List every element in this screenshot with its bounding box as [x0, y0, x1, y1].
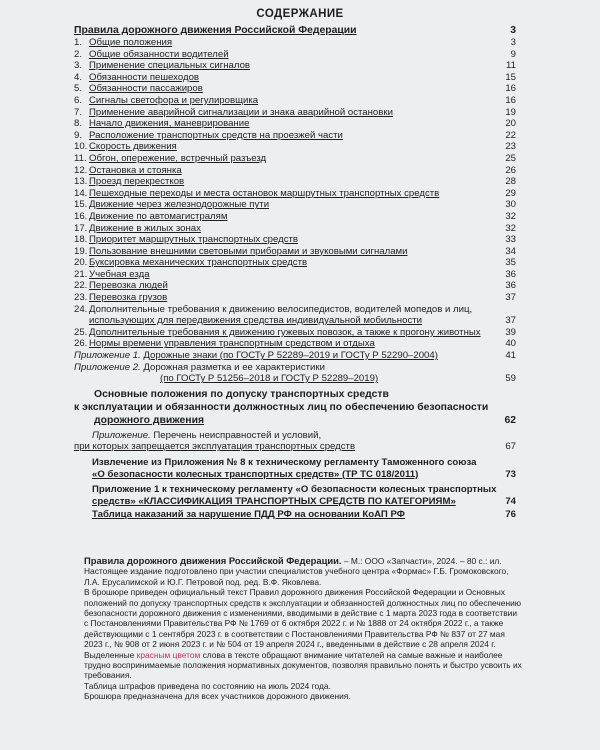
- toc-section-number: 15.: [74, 199, 88, 211]
- toc-row: [74, 188, 516, 200]
- toc-section-list: [74, 37, 516, 304]
- toc-section-title: Обязанности пассажиров: [89, 83, 203, 95]
- toc-section-title: Расположение транспортных средств на проезжей части: [89, 129, 343, 141]
- toc-section-number: 16.: [74, 210, 88, 222]
- toc-page-number: 15: [505, 71, 516, 83]
- toc-page-number: 3: [510, 25, 516, 36]
- toc-main-title: Правила дорожного движения Российской Федерации: [74, 25, 357, 36]
- toc-row: [74, 49, 516, 61]
- toc-page-number: 19: [505, 106, 516, 118]
- toc-page-number: 9: [510, 48, 516, 60]
- toc-page-number: 74: [505, 495, 516, 507]
- toc-page-number: 67: [505, 441, 516, 453]
- toc-section-number: 4.: [74, 71, 83, 83]
- toc-row: [74, 165, 516, 177]
- toc-section-title: Приоритет маршрутных транспортных средств: [89, 234, 299, 246]
- toc-page-number: 29: [505, 187, 516, 199]
- toc-row: [74, 234, 516, 246]
- toc-section-title: Пешеходные переходы и места остановок маршрутных транспортных средств: [89, 187, 440, 199]
- toc-page-number: 23: [505, 141, 516, 153]
- toc-page-number: 26: [505, 164, 516, 176]
- toc-page-number: 32: [505, 210, 516, 222]
- toc-section-title: Учебная езда: [89, 268, 150, 280]
- toc-page-number: 16: [505, 83, 516, 95]
- toc-section-title: Движение в жилых зонах: [89, 222, 201, 234]
- toc-row: [74, 153, 516, 165]
- toc-page-number: 32: [505, 222, 516, 234]
- toc-section-title: Сигналы светофора и регулировщика: [89, 94, 259, 106]
- toc-page-number: 16: [505, 94, 516, 106]
- notes-paragraph-highlight: Выделенные красным цветом слова в тексте обращают внимание читателей на самые важные и наиболее трудно воспринимаемые положения нормативных документов, позволяя правильно понять и быстро усвоить их требования.: [84, 649, 522, 681]
- toc-page-number: 30: [505, 199, 516, 211]
- toc-section-number: 20.: [74, 257, 88, 269]
- toc-section-number: 8.: [74, 118, 83, 130]
- toc-row: [74, 176, 516, 188]
- toc-section-title: Движение через железнодорожные пути: [89, 199, 270, 211]
- toc-row: [74, 107, 516, 119]
- toc-row: [74, 257, 516, 269]
- toc-row: [74, 269, 516, 281]
- notes-paragraph-description: В брошюре приведен официальный текст Правил дорожного движения Российской Федерации и Основных положений по допуску транспортных средств к эксплуатации и обязанностей должностных лиц по обеспечению безопасности дорожного движения с изменениями, вводимыми в действие с 1 марта 2023 года в соответствии с Постановлениями Правительства РФ № 1769 от 6 октября 2022 г. и № 1888 от 24 октября 2022 г., а также действующими с 1 сентября 2023 г. в соответствии с Постановлениями Правительства РФ № 837 от 27 мая 2023 г., № 908 от 2 июня 2023 г. и № 504 от 19 апреля 2024 г., введенными в действие с 28 апреля 2024 г.: [84, 587, 522, 650]
- toc-section-title: Проезд перекрестков: [89, 176, 185, 188]
- toc-row-appendix-1: Приложение 1. Дорожные знаки (по ГОСТу Р 52289–2019 и ГОСТу Р 52290–2004) 41: [74, 350, 516, 362]
- toc-row-classification: Приложение 1 к техническому регламенту «О безопасности колесных транспортных средств» «КЛАССИФИКАЦИЯ ТРАНСПОРТНЫХ СРЕДСТВ ПО КАТЕГОРИЯМ» 74: [92, 484, 516, 507]
- toc-page-number: 62: [504, 414, 516, 426]
- toc-row: [74, 292, 516, 304]
- toc-section-title: Буксировка механических транспортных средств: [89, 257, 308, 269]
- toc-row: [74, 95, 516, 107]
- toc-section-number: 11.: [74, 152, 87, 164]
- toc-row: [74, 37, 516, 49]
- toc-row: [74, 130, 516, 142]
- toc-section-title: Общие положения: [89, 37, 173, 48]
- toc-section-title: Остановка и стоянка: [89, 164, 182, 176]
- toc-section-title: Применение аварийной сигнализации и знака аварийной остановки: [89, 106, 393, 118]
- toc-section-number: 17.: [74, 222, 88, 234]
- toc-page-number: 34: [505, 245, 516, 257]
- red-highlight-text: красным цветом: [136, 649, 201, 660]
- toc-section-title: Обязанности пешеходов: [89, 71, 200, 83]
- toc-page-number: 76: [505, 509, 516, 521]
- toc-section-number: 10.: [74, 141, 88, 153]
- toc-row: [74, 60, 516, 72]
- toc-row: [74, 72, 516, 84]
- toc-page-number: 35: [505, 257, 516, 269]
- toc-row-basic-provisions: Основные положения по допуску транспортных средств к эксплуатации и обязанности должностных лиц по обеспечению безопасности дорожного движения 62: [74, 388, 516, 426]
- toc-section-title: Пользование внешними световыми приборами и звуковыми сигналами: [89, 245, 408, 257]
- toc-section-title: Общие обязанности водителей: [89, 48, 229, 60]
- toc-page-number: 41: [505, 350, 516, 362]
- toc-section-title: Движение по автомагистралям: [89, 210, 228, 222]
- toc-section-number: 7.: [74, 106, 83, 118]
- toc-section-title: Обгон, опережение, встречный разъезд: [89, 152, 267, 164]
- toc-row-fines: Таблица наказаний за нарушение ПДД РФ на основании КоАП РФ 76: [92, 509, 516, 521]
- toc-page-number: 11: [506, 60, 516, 72]
- toc-section-title: Перевозка людей: [89, 280, 168, 292]
- toc-section-number: 5.: [74, 83, 83, 95]
- toc-section-number: 13.: [74, 176, 88, 188]
- toc-row-extract: Извлечение из Приложения № 8 к техническому регламенту Таможенного союза «О безопасности колесных транспортных средств» (ТР ТС 018/2011) 73: [92, 457, 516, 480]
- toc-section-number: 1.: [74, 37, 83, 48]
- toc-row-faults-appendix: Приложение. Перечень неисправностей и условий, при которых запрещается эксплуатация транспортных средств 67: [74, 429, 516, 453]
- toc-section-number: 2.: [74, 48, 83, 60]
- toc-section-title: Начало движения, маневрирование: [89, 118, 250, 130]
- toc-row: [74, 246, 516, 258]
- toc-page-number: 59: [505, 373, 516, 385]
- table-of-contents: [74, 24, 516, 521]
- toc-page-number: 33: [505, 234, 516, 246]
- toc-section-number: 12.: [74, 164, 88, 176]
- toc-page-number: 37: [505, 292, 516, 304]
- toc-page-number: 36: [505, 280, 516, 292]
- toc-heading: СОДЕРЖАНИЕ: [256, 8, 344, 20]
- toc-page-number: 25: [505, 152, 516, 164]
- toc-section-number: 23.: [74, 292, 88, 304]
- toc-section-number: 9.: [74, 129, 83, 141]
- toc-page-number: 40: [505, 338, 516, 350]
- toc-page-number: 3: [510, 37, 516, 48]
- toc-row: [74, 141, 516, 153]
- toc-row: [74, 280, 516, 292]
- toc-section-title: Скорость движения: [89, 141, 177, 153]
- notes-paragraph-authors: Настоящее издание подготовлено при участии специалистов учебного центра «Формас» Г.Б. Громоковского, Л.А. Ерусалимской и Ю.Г. Петровой под. ред. В.Ф. Яковлева.: [84, 566, 509, 587]
- toc-page-number: 28: [505, 176, 516, 188]
- notes-paragraph-fines-date: Таблица штрафов приведена по состоянию на июль 2024 года.: [84, 680, 331, 691]
- toc-section-number: 6.: [74, 94, 83, 106]
- toc-row: [74, 83, 516, 95]
- toc-page-number: 22: [505, 129, 516, 141]
- toc-row-24: 24. Дополнительные требования к движению велосипедистов, водителей мопедов и лиц, использующих для передвижения средства индивидуальной мобильности 37: [74, 303, 516, 327]
- toc-row-appendix-2: Приложение 2. Дорожная разметка и ее характеристики (по ГОСТу Р 51256–2018 и ГОСТу Р 52289–2019) 59: [74, 361, 516, 385]
- toc-row: [74, 118, 516, 130]
- toc-row-26: 26. Нормы времени управления транспортным средством и отдыха 40: [74, 338, 516, 350]
- publication-info: Правила дорожного движения Российской Федерации. – М.: ООО «Запчасти», 2024. – 80 с.: ил.: [84, 555, 502, 566]
- toc-row: [74, 211, 516, 223]
- toc-page-number: 37: [505, 315, 516, 327]
- publication-notes: [84, 556, 522, 702]
- toc-section-number: 3.: [74, 60, 83, 72]
- toc-section-title: Перевозка грузов: [89, 292, 168, 304]
- toc-row: [74, 199, 516, 211]
- toc-page-number: 20: [505, 118, 516, 130]
- toc-main-title-row: [74, 24, 516, 37]
- toc-section-number: 18.: [74, 234, 88, 246]
- toc-row-25: 25. Дополнительные требования к движению гужевых повозок, а также к прогону животных 39: [74, 326, 516, 338]
- toc-section-number: 21.: [74, 268, 88, 280]
- notes-paragraph-audience: Брошюра предназначена для всех участников дорожного движения.: [84, 691, 351, 702]
- toc-page-number: 73: [505, 468, 516, 480]
- toc-section-number: 19.: [74, 245, 88, 257]
- toc-section-title: Применение специальных сигналов: [89, 60, 251, 72]
- toc-section-number: 22.: [74, 280, 88, 292]
- toc-page-number: 36: [505, 268, 516, 280]
- toc-section-number: 14.: [74, 187, 88, 199]
- toc-row: [74, 223, 516, 235]
- toc-page-number: 39: [505, 326, 516, 338]
